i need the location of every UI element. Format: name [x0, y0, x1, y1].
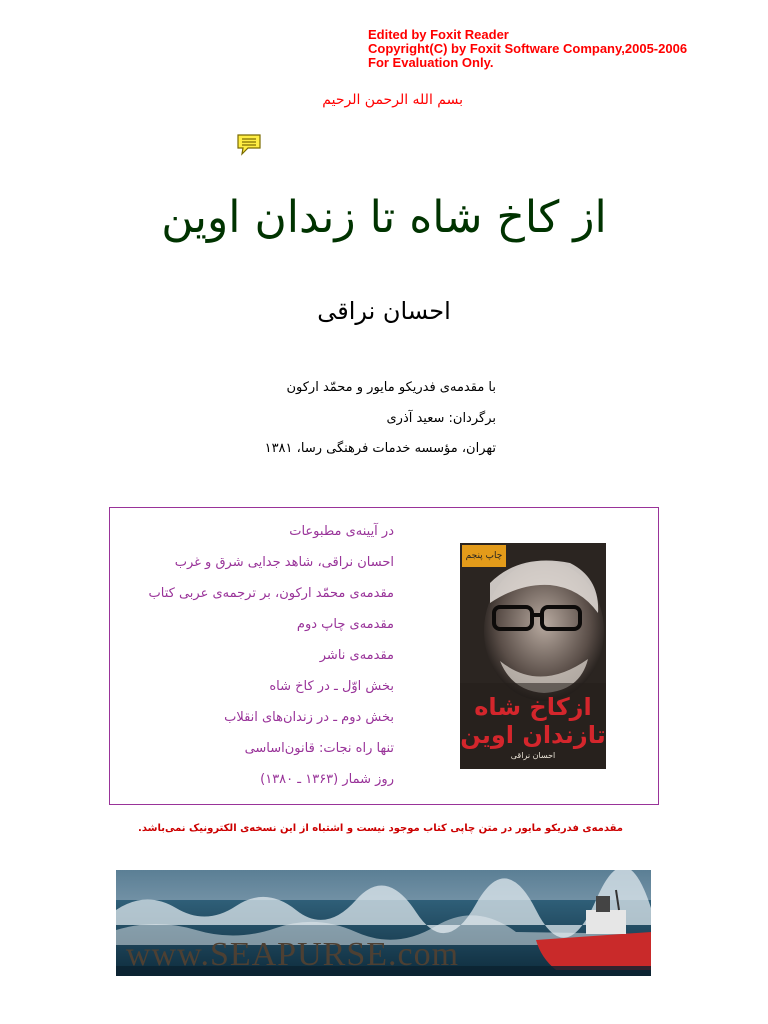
toc-item[interactable]: بخش دوم ـ در زندان‌های انقلاب — [224, 710, 394, 725]
cover-title-line-2: تازندان اوین — [460, 721, 606, 749]
watermark-line-1: Edited by Foxit Reader — [368, 27, 509, 42]
watermark-line-2: Copyright(C) by Foxit Software Company,2005-2006 — [368, 41, 688, 56]
toc-item[interactable]: مقدمه‌ی محمّد ارکون، بر ترجمه‌ی عربی کتاب — [148, 586, 394, 601]
evaluation-watermark — [368, 28, 687, 70]
bismillah-heading: بسم الله الرحمن الرحیم — [322, 92, 463, 108]
book-cover-image — [460, 543, 606, 769]
table-of-contents — [149, 522, 394, 801]
toc-item[interactable]: تنها راه نجات: قانون‌اساسی — [244, 741, 394, 756]
cover-title-line-1: ازکاخ شاه — [474, 693, 592, 721]
watermark-line-3: For Evaluation Only. — [368, 55, 494, 70]
comment-note-icon[interactable] — [236, 133, 262, 157]
book-author: احسان نراقی — [317, 297, 451, 325]
seapurse-banner[interactable] — [116, 870, 651, 976]
introduction-credit: با مقدمه‌ی فدریکو مایور و محمّد ارکون — [286, 380, 496, 395]
book-title: از کاخ شاه تا زندان اوین — [161, 192, 607, 243]
banner-site-url: www.SEAPURSE.com — [126, 936, 460, 973]
translator-credit: برگردان: سعید آذری — [386, 411, 496, 426]
toc-item[interactable]: مقدمه‌ی چاپ دوم — [296, 617, 394, 632]
toc-item[interactable]: در آیینه‌ی مطبوعات — [289, 524, 394, 539]
toc-item[interactable]: روز شمار (۱۳۶۳ ـ ۱۳۸۰) — [260, 772, 394, 787]
footnote: مقدمه‌ی فدریکو مایور در متن چاپی کتاب موجود نیست و اشتباه از این نسخه‌ی الکترونیک نمی‌باشد. — [138, 823, 623, 834]
cover-edition-badge: چاپ پنجم — [462, 545, 506, 567]
cover-author: احسان نراقی — [510, 751, 556, 760]
toc-item[interactable]: احسان نراقی، شاهد جدایی شرق و غرب — [174, 555, 394, 570]
toc-item[interactable]: مقدمه‌ی ناشر — [319, 648, 394, 663]
publisher-credit: تهران، مؤسسه خدمات فرهنگی رسا، ۱۳۸۱ — [264, 441, 496, 456]
toc-item[interactable]: بخش اوّل ـ در کاخ شاه — [269, 679, 394, 694]
cover-title — [460, 693, 606, 749]
